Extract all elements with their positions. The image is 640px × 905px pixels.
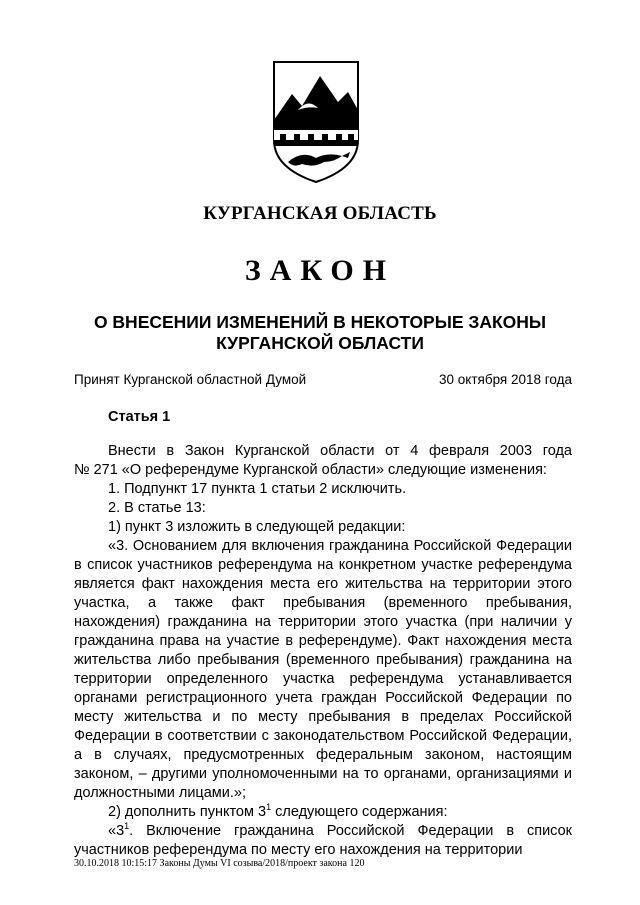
text: . Включение гражданина Российской Федерации в список участников референдума по месту его нахождения на территории [74,823,572,858]
text: 2) дополнить пунктом 3 [108,804,267,820]
paragraph: Внести в Закон Курганской области от 4 февраля 2003 года [108,443,572,459]
paragraph: № 271 «О референдуме Курганской области» следующие изменения: [74,462,547,478]
adoption-date: 30 октября 2018 года [439,372,572,387]
quoted-paragraph [74,822,572,860]
quoted-paragraph: «3. Основанием для включения гражданина Российской Федерации в список участников референдума на конкретном участке референдума является факт нахождения места его жительства на территории этого участка, а также факт пребывания (временного пребывания, нахождения) гражданина на территории этого участка (при наличии у гражданина права на участие в референдуме). Факт нахождения места жительства либо пребывания (временного пребывания) гражданина на территории определенного участка референдума устанавливается органами регистрационного учета граждан Российской Федерации по месту жительства и по месту пребывания в пределах Российской Федерации в соответствии с законодательством Российской Федерации, а в случаях, предусмотренных федеральным законом, настоящим законом, – другими уполномоченными на то органами, организациями и должностными лицами.»; [74,538,572,801]
superscript: 1 [124,821,130,831]
paragraph: 1) пункт 3 изложить в следующей редакции: [108,519,406,535]
text: «3 [108,823,125,839]
superscript: 1 [266,802,272,812]
paragraph [74,803,572,822]
document-title-line: О ВНЕСЕНИИ ИЗМЕНЕНИЙ В НЕКОТОРЫЕ ЗАКОНЫ [93,312,547,332]
document-title [0,312,640,354]
paragraph: 2. В статье 13: [108,500,206,516]
article-body [74,442,572,860]
document-type: ЗАКОН [244,254,396,287]
paragraph: 1. Подпункт 17 пункта 1 статьи 2 исключить. [108,481,407,497]
document-title-line: КУРГАНСКОЙ ОБЛАСТИ [216,333,424,353]
text: следующего содержания: [271,804,448,820]
article-heading: Статья 1 [108,409,171,425]
coat-of-arms-emblem [268,58,364,186]
region-title: КУРГАНСКАЯ ОБЛАСТЬ [203,203,437,224]
footer-note: 30.10.2018 10:15:17 Законы Думы VI созыва/2018/проект закона 120 [74,858,365,869]
adopted-by: Принят Курганской областной Думой [74,372,307,387]
